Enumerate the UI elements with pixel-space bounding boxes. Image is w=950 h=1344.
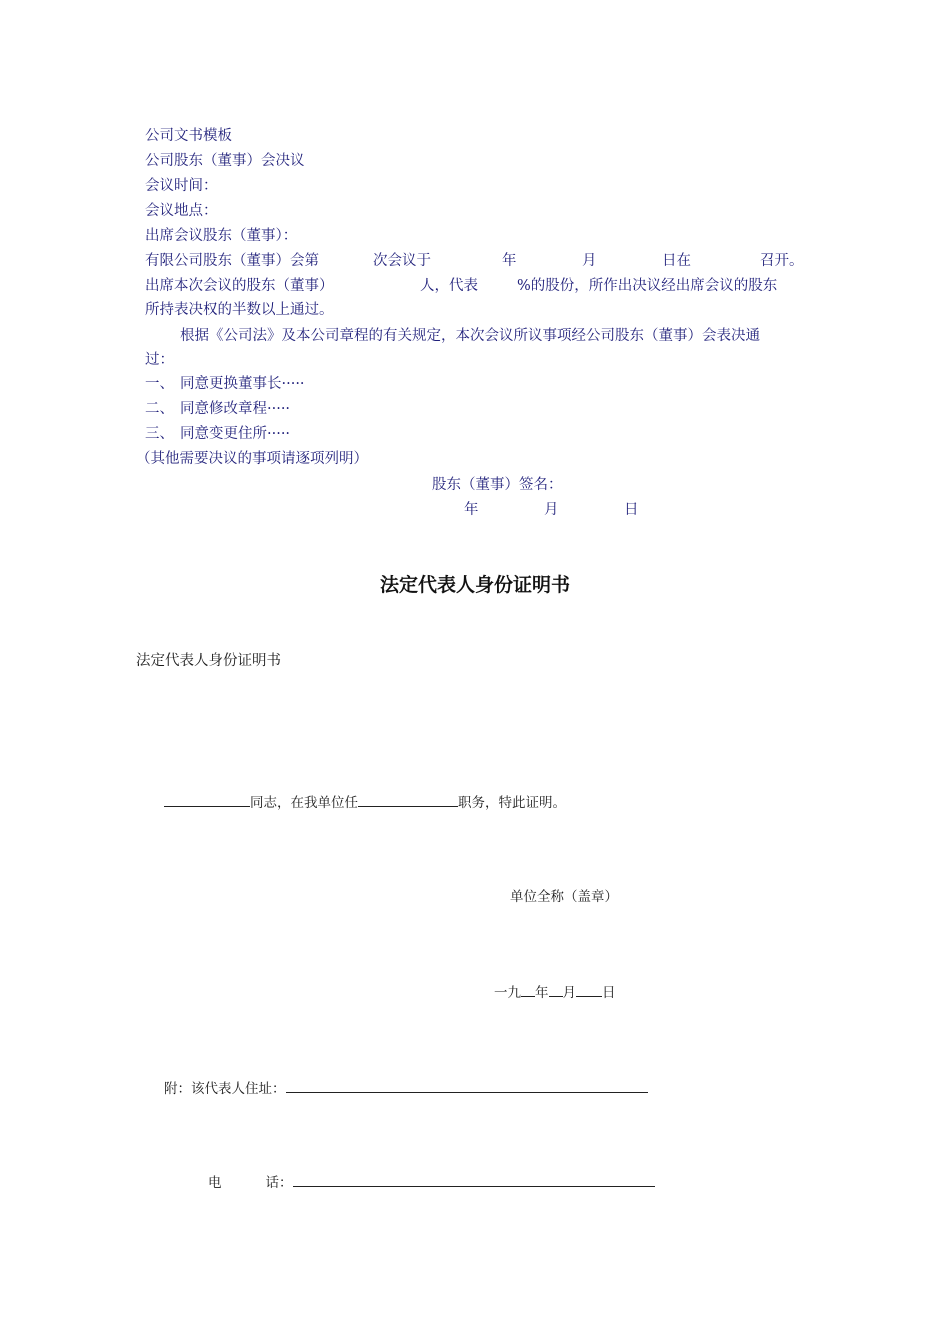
- date-month: 月: [544, 502, 559, 518]
- meeting-line-1e: 日在: [662, 253, 691, 269]
- item-num-2: 二、: [145, 401, 174, 417]
- item-num-1: 一、: [145, 376, 174, 392]
- meeting-line-1d: 月: [582, 253, 597, 269]
- signature-label: 股东（董事）签名：: [432, 477, 563, 493]
- basis-text: 根据《公司法》及本公司章程的有关规定，本次会议所议事项经公司股东（董事）会表决通: [180, 328, 760, 344]
- item-text-2: 同意修改章程·····: [180, 401, 291, 417]
- unit-name-seal: 单位全称（盖章）: [510, 889, 618, 905]
- certificate-sentence: [164, 792, 566, 813]
- year-blank[interactable]: [521, 982, 535, 997]
- address-row: [164, 1078, 648, 1099]
- date-day: 日: [624, 502, 639, 518]
- day-blank[interactable]: [576, 982, 602, 997]
- meeting-line-2a: 出席本次会议的股东（董事）: [145, 278, 334, 294]
- meeting-line-2b: 人，代表: [420, 278, 478, 294]
- address-blank[interactable]: [286, 1078, 648, 1093]
- doc-heading: 公司文书模板: [145, 128, 232, 144]
- basis-text-cont: 过：: [145, 352, 174, 368]
- meeting-time: 会议时间：: [145, 178, 218, 194]
- certificate-title: 法定代表人身份证明书: [379, 574, 570, 596]
- meeting-line-1c: 年: [502, 253, 517, 269]
- meeting-line-1f: 召开。: [760, 253, 804, 269]
- position-blank[interactable]: [358, 792, 458, 807]
- name-blank[interactable]: [164, 792, 250, 807]
- item-text-3: 同意变更住所·····: [180, 426, 291, 442]
- meeting-line-1b: 次会议于: [373, 253, 431, 269]
- month-blank[interactable]: [549, 982, 563, 997]
- phone-row: [208, 1172, 655, 1193]
- meeting-line-1a: 有限公司股东（董事）会第: [145, 253, 319, 269]
- meeting-line-2c: %的股份，所作出决议经出席会议的股东: [517, 278, 778, 294]
- meeting-line-3: 所持表决权的半数以上通过。: [145, 302, 334, 318]
- item-num-3: 三、: [145, 426, 174, 442]
- sentence-part-b: 职务，特此证明。: [458, 795, 566, 811]
- cert-date-year: 年: [535, 985, 549, 1001]
- phone-label-1: 电: [208, 1175, 222, 1191]
- date-year: 年: [464, 502, 479, 518]
- address-label: 附：该代表人住址：: [164, 1081, 286, 1097]
- phone-blank[interactable]: [293, 1172, 655, 1187]
- note: （其他需要决议的事项请逐项列明）: [136, 451, 368, 467]
- date-prefix: 一九: [494, 985, 521, 1001]
- phone-label-2: 话：: [265, 1175, 293, 1191]
- cert-date-day: 日: [602, 985, 616, 1001]
- resolution-title: 公司股东（董事）会决议: [145, 153, 305, 169]
- meeting-place: 会议地点：: [145, 203, 218, 219]
- cert-date-month: 月: [562, 985, 576, 1001]
- certificate-date: [494, 982, 616, 1003]
- sentence-part-a: 同志，在我单位任: [250, 795, 358, 811]
- attendees: 出席会议股东（董事）：: [145, 228, 298, 244]
- item-text-1: 同意更换董事长·····: [180, 376, 305, 392]
- certificate-subtitle: 法定代表人身份证明书: [136, 653, 281, 669]
